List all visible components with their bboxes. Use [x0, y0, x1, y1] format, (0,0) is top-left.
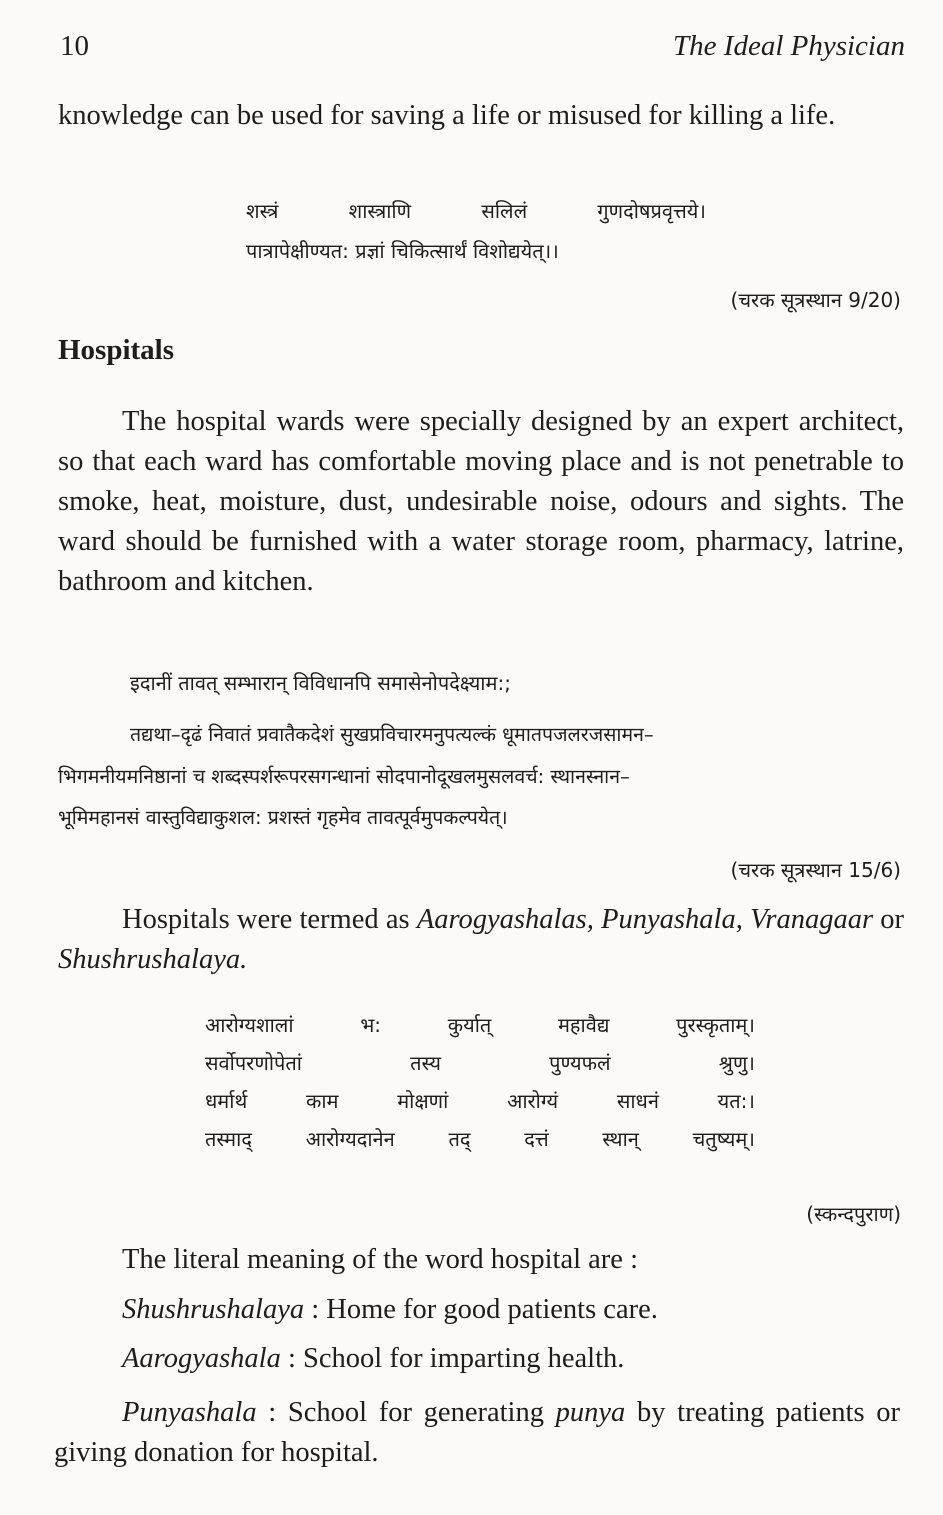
meaning-separator: :	[304, 1294, 327, 1325]
verse1-word: शस्त्रं	[246, 199, 279, 223]
meaning-term: Aarogyashala	[122, 1343, 281, 1374]
verse3-word: पुरस्कृताम्।	[676, 1013, 755, 1037]
term-vranagaar: Vranagaar	[750, 904, 874, 935]
meanings-intro: The literal meaning of the word hospital are :	[122, 1244, 638, 1275]
term-punyashala: Punyashala,	[601, 904, 743, 935]
verse3-word: स्थान्	[602, 1127, 639, 1151]
verse3-word: तस्य	[410, 1051, 441, 1075]
verse2-citation: (चरक सूत्रस्थान 15/6)	[730, 858, 901, 882]
meaning-definition: School for generating	[287, 1397, 556, 1428]
hospitals-paragraph-text: The hospital wards were specially designed by an expert architect, so that each ward has comfortable moving place and is not penetrable to smoke, heat, moisture, dust, undesirable noise, odours and sights. The ward should be furnished with a water storage room, pharmacy, latrine, bathroom and kitchen.	[58, 406, 904, 597]
verse2-line1: इदानीं तावत् सम्भारान् विविधानपि समासेनोपदेक्ष्याम:;	[130, 671, 511, 695]
term-shushrushalaya: Shushrushalaya.	[58, 944, 248, 975]
meaning-definition: Home for good patients care.	[326, 1294, 658, 1325]
meaning-separator: :	[280, 1343, 304, 1374]
verse1-citation: (चरक सूत्रस्थान 9/20)	[730, 288, 901, 312]
terms-or: or	[873, 904, 905, 935]
section-heading: Hospitals	[58, 334, 175, 366]
verse3-line	[205, 1120, 755, 1158]
terms-prefix: Hospitals were termed as	[122, 904, 417, 935]
verse3-word: तस्माद्	[205, 1127, 252, 1151]
verse1-word: सलिलं	[481, 199, 528, 223]
hospitals-paragraph	[58, 402, 904, 602]
verse3-word: मोक्षणां	[397, 1089, 449, 1113]
verse3-word: काम	[305, 1089, 339, 1113]
term-aarogyashalas: Aarogyashalas,	[416, 904, 594, 935]
verse2-line3: भिगमनीयमनिष्ठानां च शब्दस्पर्शरूपरसगन्धानां सोदपानोदूखलमुसलवर्च: स्थानस्नान–	[58, 765, 630, 788]
meaning-item-last	[54, 1393, 900, 1473]
verse1-word: गुणदोषप्रवृत्तये।	[597, 199, 706, 223]
verse2-line4: भूमिमहानसं वास्तुविद्याकुशल: प्रशस्तं गृहमेव तावत्पूर्वमुपकल्पयेत्।	[58, 806, 508, 829]
verse3-word: आरोग्यं	[507, 1089, 559, 1113]
verse3-word: सर्वोपरणोपेतां	[205, 1051, 302, 1075]
verse3-word: दत्तं	[524, 1127, 549, 1151]
meaning-definition-term: punya	[555, 1397, 626, 1428]
verse3-word: श्रुणु।	[718, 1051, 755, 1075]
page-header	[60, 30, 905, 70]
verse3-word: कुर्यात्	[447, 1013, 492, 1037]
verse3-word: आरोग्यशालां	[205, 1013, 294, 1037]
intro-paragraph: knowledge can be used for saving a life or misused for killing a life.	[58, 100, 836, 131]
meaning-item	[122, 1294, 658, 1326]
verse3-line	[205, 1006, 755, 1044]
verse3-word: आरोग्यदानेन	[305, 1127, 395, 1151]
verse3-line	[205, 1044, 755, 1082]
meaning-term: Shushrushalaya	[122, 1294, 305, 1325]
verse3-line	[205, 1082, 755, 1120]
verse3	[205, 1006, 755, 1158]
running-head: The Ideal Physician	[673, 30, 905, 62]
verse3-citation: (स्कन्दपुराण)	[806, 1202, 901, 1226]
verse1-line1	[246, 192, 706, 230]
meaning-definition-rest: by treating patients or giving donation for hospital.	[54, 1397, 900, 1468]
verse1-line2: पात्रापेक्षीण्यत: प्रज्ञां चिकित्सार्थं विशोद्ययेत्।।	[246, 239, 559, 263]
meaning-definition: School for imparting health.	[303, 1343, 625, 1374]
verse3-word: धर्मार्थ	[205, 1089, 248, 1113]
verse3-word: चतुष्यम्।	[692, 1127, 755, 1151]
verse3-word: यत:।	[717, 1089, 755, 1113]
page-number: 10	[60, 30, 89, 62]
terms-paragraph	[58, 900, 904, 980]
meaning-item	[122, 1343, 624, 1375]
verse3-word: तद्	[448, 1127, 471, 1151]
verse3-word: पुण्यफलं	[549, 1051, 611, 1075]
meaning-term: Punyashala	[122, 1397, 257, 1428]
verse2-line2: तद्यथा–दृढं निवातं प्रवातैकदेशं सुखप्रविचारमनुपत्यल्कं धूमातपजलरजसामन–	[130, 723, 654, 746]
verse1-word: शास्त्राणि	[348, 199, 412, 223]
verse3-word: साधनं	[616, 1089, 659, 1113]
verse3-word: महावैद्य	[557, 1013, 610, 1037]
verse3-word: भ:	[360, 1013, 382, 1037]
meaning-separator: :	[256, 1397, 288, 1428]
